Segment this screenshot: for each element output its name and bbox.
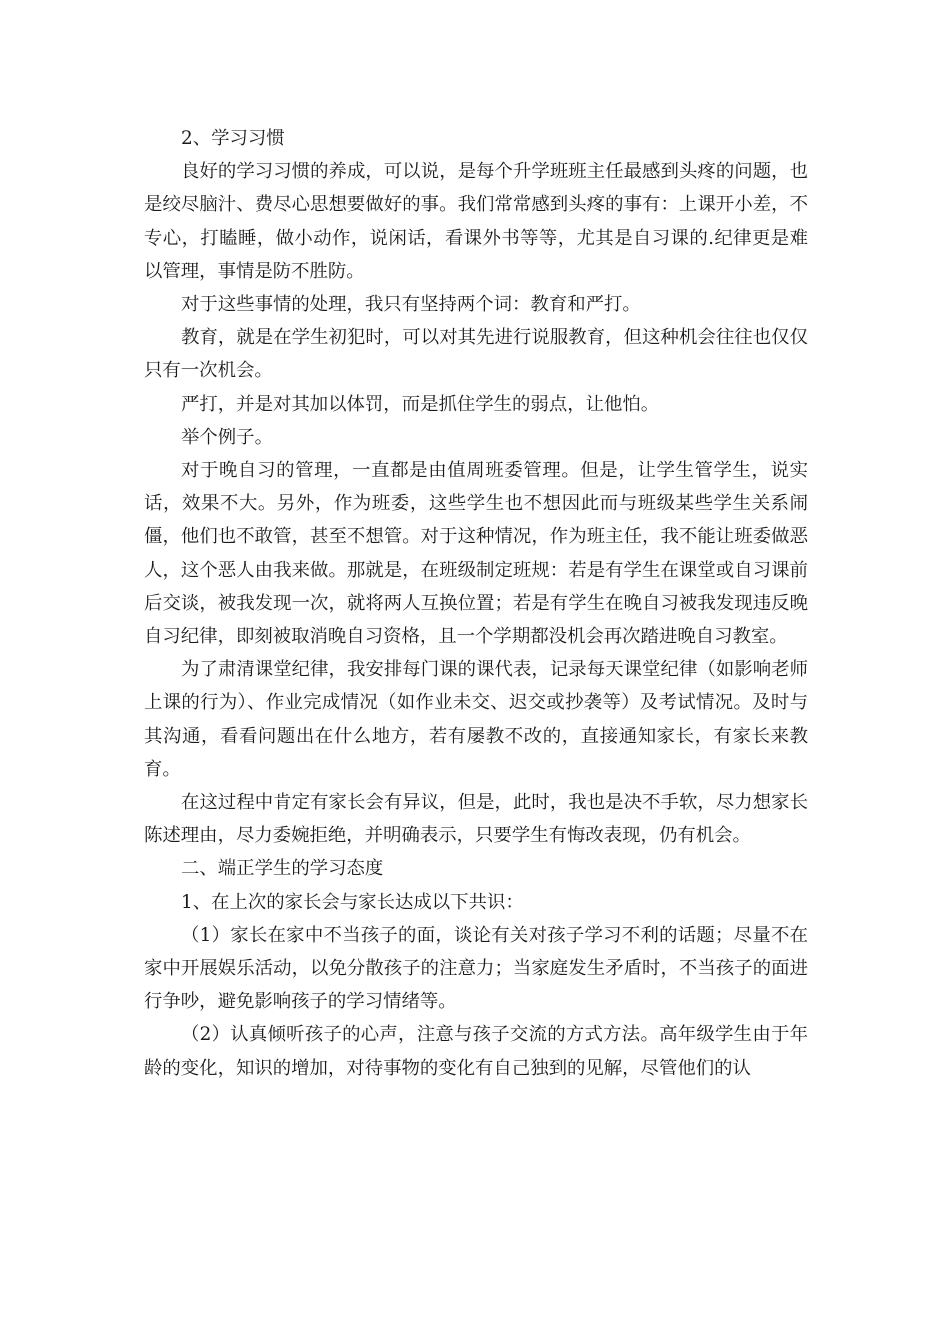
- paragraph: 良好的学习习惯的养成，可以说，是每个升学班班主任最感到头疼的问题，也是绞尽脑汁、费尽心思想要做好的事。我们常常感到头疼的事有：上课开小差，不专心，打瞌睡，做小动作，说闲话，看课外书等等，尤其是自习课的.纪律更是难以管理，事情是防不胜防。: [144, 161, 808, 282]
- section-heading-study-attitude: 二、端正学生的学习态度: [181, 858, 384, 880]
- paragraph: 对于这些事情的处理，我只有坚持两个词：教育和严打。: [181, 294, 641, 316]
- paragraph: 为了肃清课堂纪律，我安排每门课的课代表，记录每天课堂纪律（如影响老师上课的行为）、作业完成情况（如作业未交、迟交或抄袭等）及考试情况。及时与其沟通，看看问题出在什么地方，若有屡教不改的，直接通知家长，有家长来教育。: [144, 659, 808, 780]
- document-page: [144, 122, 808, 1085]
- subsection-heading: 1、在上次的家长会与家长达成以下共识：: [181, 891, 524, 913]
- paragraph: 严打，并是对其加以体罚，而是抓住学生的弱点，让他怕。: [181, 393, 660, 415]
- paragraph: 教育，就是在学生初犯时，可以对其先进行说服教育，但这种机会往往也仅仅只有一次机会。: [144, 327, 808, 382]
- paragraph: 举个例子。: [181, 426, 273, 448]
- paragraph-heading-study-habits: 2、学习习惯: [181, 128, 285, 149]
- paragraph: 在这过程中肯定有家长会有异议，但是，此时，我也是决不手软，尽力想家长陈述理由，尽力委婉拒绝，并明确表示，只要学生有悔改表现，仍有机会。: [144, 792, 808, 847]
- list-item: （2）认真倾听孩子的心声，注意与孩子交流的方式方法。高年级学生由于年龄的变化，知识的增加，对待事物的变化有自己独到的见解，尽管他们的认: [144, 1024, 808, 1079]
- list-item: （1）家长在家中不当孩子的面，谈论有关对孩子学习不利的话题；尽量不在家中开展娱乐活动，以免分散孩子的注意力；当家庭发生矛盾时，不当孩子的面进行争吵，避免影响孩子的学习情绪等。: [144, 924, 808, 1013]
- paragraph: 对于晚自习的管理，一直都是由值周班委管理。但是，让学生管学生，说实话，效果不大。另外，作为班委，这些学生也不想因此而与班级某些学生关系闹僵，他们也不敢管，甚至不想管。对于这种情况，作为班主任，我不能让班委做恶人，这个恶人由我来做。那就是，在班级制定班规：若是有学生在课堂或自习课前后交谈，被我发现一次，就将两人互换位置；若是有学生在晚自习被我发现违反晚自习纪律，即刻被取消晚自习资格，且一个学期都没机会再次踏进晚自习教室。: [144, 460, 808, 648]
